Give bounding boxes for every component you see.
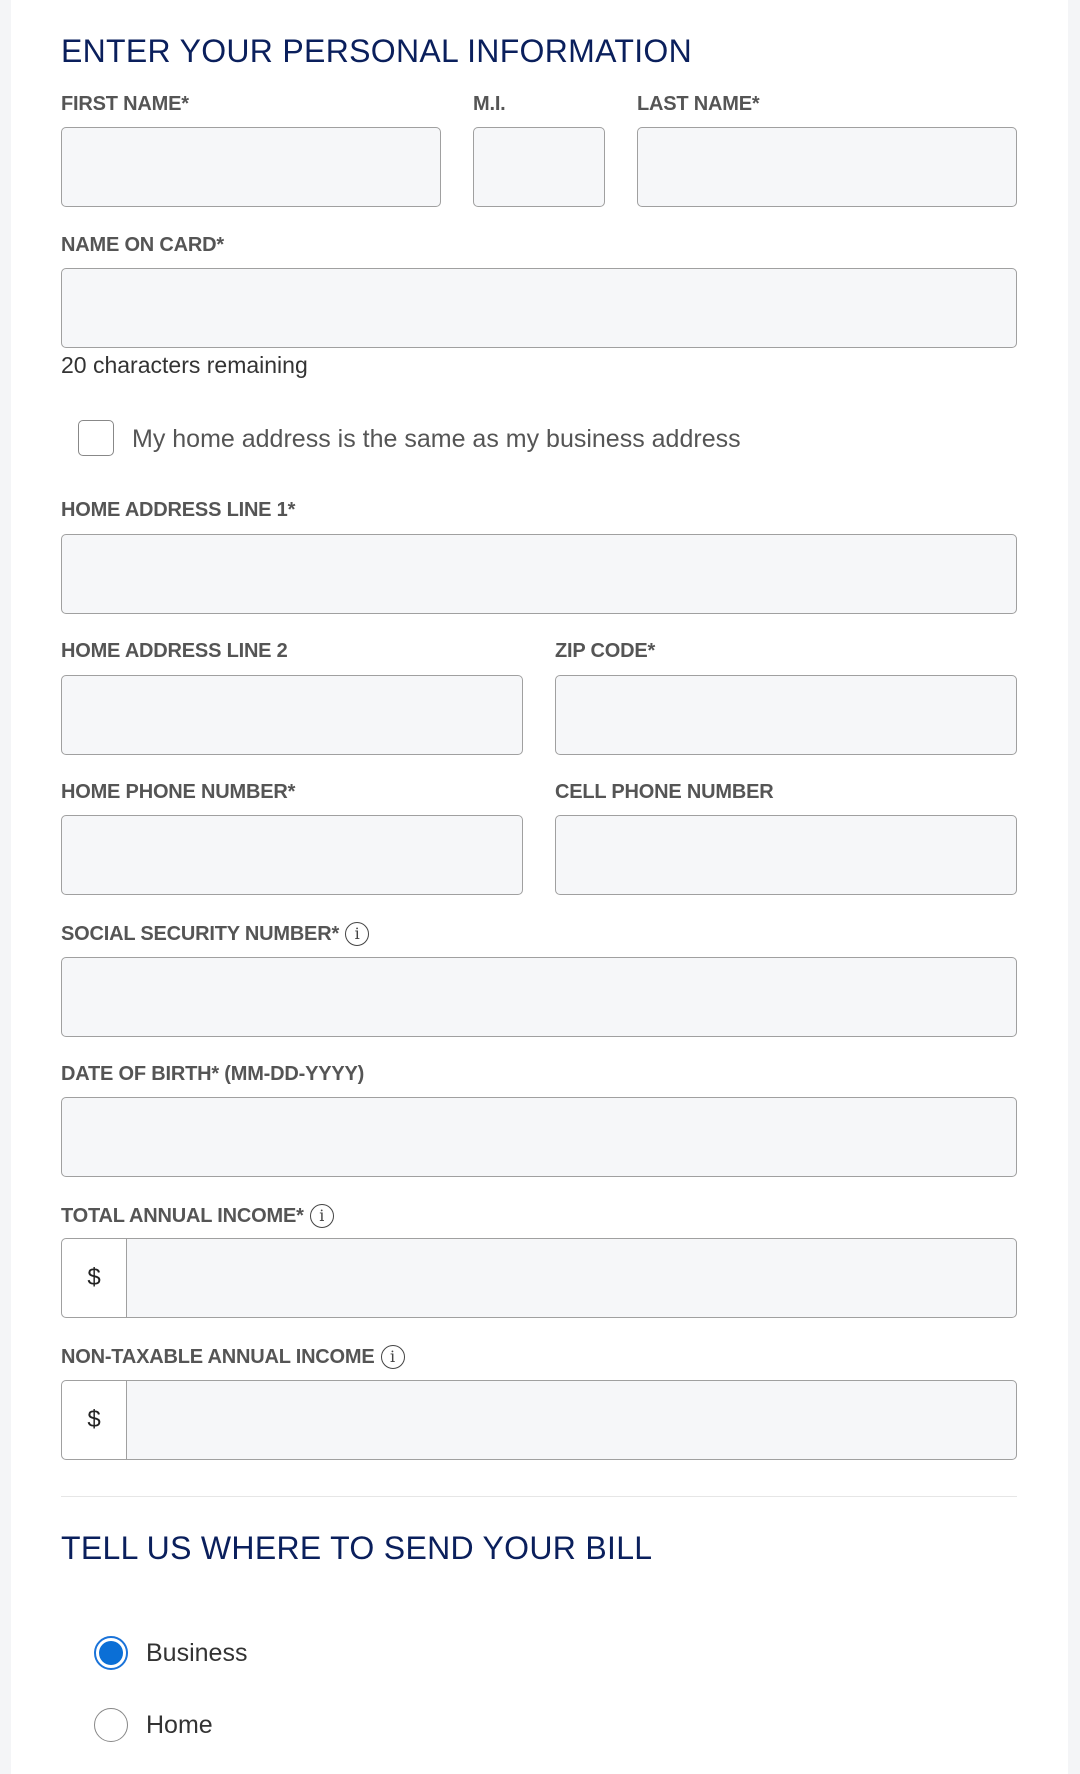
ssn-label-row [61, 922, 369, 946]
info-icon[interactable]: i [345, 922, 369, 946]
last-name-label: LAST NAME* [637, 93, 760, 115]
info-icon[interactable]: i [381, 1345, 405, 1369]
personal-info-heading: ENTER YOUR PERSONAL INFORMATION [61, 33, 693, 69]
zip-label: ZIP CODE* [555, 640, 656, 662]
home-phone-label: HOME PHONE NUMBER* [61, 781, 296, 803]
address1-input[interactable] [61, 534, 1017, 614]
nontaxable-income-label-row [61, 1345, 405, 1369]
address2-label: HOME ADDRESS LINE 2 [61, 640, 288, 662]
address1-label: HOME ADDRESS LINE 1* [61, 499, 296, 521]
radio-business-label[interactable]: Business [146, 1638, 248, 1667]
total-income-label-row [61, 1204, 334, 1228]
ssn-input[interactable] [61, 957, 1017, 1037]
radio-home[interactable] [94, 1708, 213, 1742]
dollar-prefix: $ [62, 1381, 127, 1459]
home-phone-input[interactable] [61, 815, 523, 895]
first-name-label: FIRST NAME* [61, 93, 189, 115]
total-income-input[interactable] [61, 1238, 1017, 1318]
dob-label: DATE OF BIRTH* (MM-DD-YYYY) [61, 1063, 365, 1085]
address2-input[interactable] [61, 675, 523, 755]
nontaxable-income-input[interactable] [61, 1380, 1017, 1460]
mi-label: M.I. [473, 93, 506, 115]
nontaxable-income-label: NON-TAXABLE ANNUAL INCOME [61, 1346, 375, 1368]
info-icon[interactable]: i [310, 1204, 334, 1228]
name-on-card-label: NAME ON CARD* [61, 234, 224, 256]
same-address-label[interactable]: My home address is the same as my business address [132, 425, 741, 453]
billing-heading: TELL US WHERE TO SEND YOUR BILL [61, 1530, 653, 1566]
name-on-card-input[interactable] [61, 268, 1017, 348]
same-address-checkbox[interactable] [78, 420, 114, 456]
cell-phone-input[interactable] [555, 815, 1017, 895]
radio-business[interactable] [94, 1636, 247, 1670]
section-divider [61, 1496, 1017, 1497]
dollar-prefix: $ [62, 1239, 127, 1317]
zip-input[interactable] [555, 675, 1017, 755]
radio-home-label[interactable]: Home [146, 1710, 213, 1739]
characters-remaining-hint: 20 characters remaining [61, 352, 308, 378]
middle-initial-input[interactable] [473, 127, 605, 207]
radio-button-selected[interactable] [94, 1636, 128, 1670]
first-name-input[interactable] [61, 127, 441, 207]
dob-input[interactable] [61, 1097, 1017, 1177]
total-income-label: TOTAL ANNUAL INCOME* [61, 1205, 304, 1227]
radio-button[interactable] [94, 1708, 128, 1742]
cell-phone-label: CELL PHONE NUMBER [555, 781, 774, 803]
ssn-label: SOCIAL SECURITY NUMBER* [61, 923, 340, 945]
last-name-input[interactable] [637, 127, 1017, 207]
